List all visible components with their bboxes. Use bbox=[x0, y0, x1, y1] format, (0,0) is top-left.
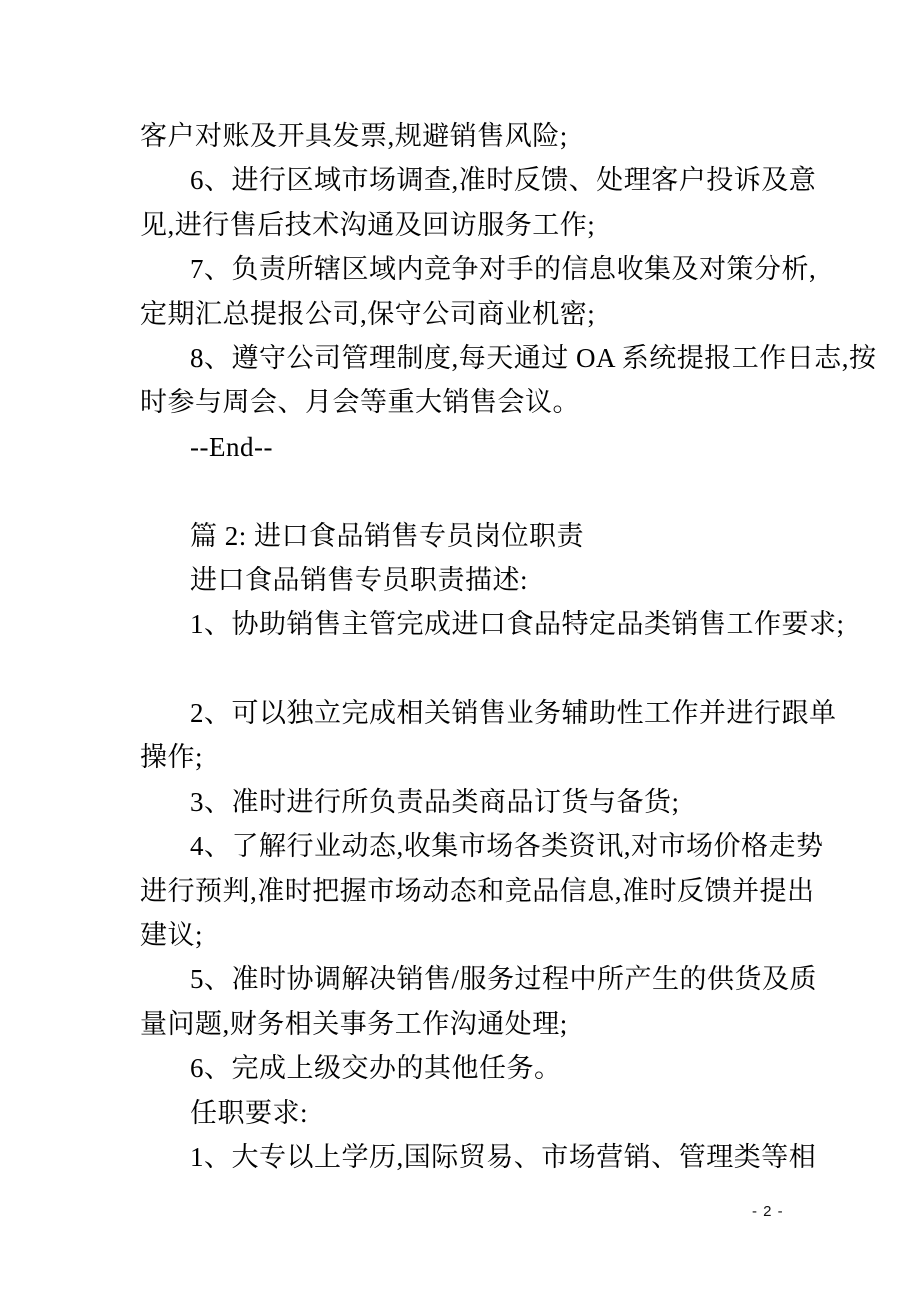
document-text-block bbox=[140, 114, 877, 1179]
text-line: 时参与周会、月会等重大销售会议。 bbox=[140, 387, 580, 418]
text-line: 3、准时进行所负责品类商品订货与备货; bbox=[190, 786, 680, 817]
text-line: 见,进行售后技术沟通及回访服务工作; bbox=[140, 209, 596, 240]
text-line: 8、遵守公司管理制度,每天通过 OA 系统提报工作日志,按 bbox=[190, 342, 877, 373]
text-line: 操作; bbox=[140, 742, 204, 773]
text-line: 2、可以独立完成相关销售业务辅助性工作并进行跟单 bbox=[190, 698, 837, 729]
text-line: 4、了解行业动态,收集市场各类资讯,对市场价格走势 bbox=[190, 831, 824, 862]
text-line: 6、进行区域市场调查,准时反馈、处理客户投诉及意 bbox=[190, 165, 817, 196]
blank-line bbox=[140, 469, 830, 513]
text-line: 任职要求: bbox=[190, 1097, 309, 1128]
text-line: 量问题,财务相关事务工作沟通处理; bbox=[140, 1008, 568, 1039]
text-line: 建议; bbox=[140, 920, 204, 951]
page-number: - 2 - bbox=[752, 1203, 784, 1220]
section-heading-line: 篇 2: 进口食品销售专员岗位职责 bbox=[190, 520, 585, 551]
text-line: 1、大专以上学历,国际贸易、市场营销、管理类等相 bbox=[190, 1141, 817, 1172]
text-line: 1、协助销售主管完成进口食品特定品类销售工作要求; bbox=[190, 609, 845, 640]
text-line: 5、准时协调解决销售/服务过程中所产生的供货及质 bbox=[190, 964, 818, 995]
text-line: 进口食品销售专员职责描述: bbox=[190, 564, 529, 595]
text-line: 客户对账及开具发票,规避销售风险; bbox=[140, 121, 568, 151]
text-line: 进行预判,准时把握市场动态和竞品信息,准时反馈并提出 bbox=[140, 875, 815, 906]
text-line: --End-- bbox=[190, 431, 273, 462]
text-line: 定期汇总提报公司,保守公司商业机密; bbox=[140, 298, 596, 329]
blank-line bbox=[140, 647, 830, 691]
text-line: 7、负责所辖区域内竞争对手的信息收集及对策分析, bbox=[190, 254, 817, 285]
text-line: 6、完成上级交办的其他任务。 bbox=[190, 1053, 562, 1084]
